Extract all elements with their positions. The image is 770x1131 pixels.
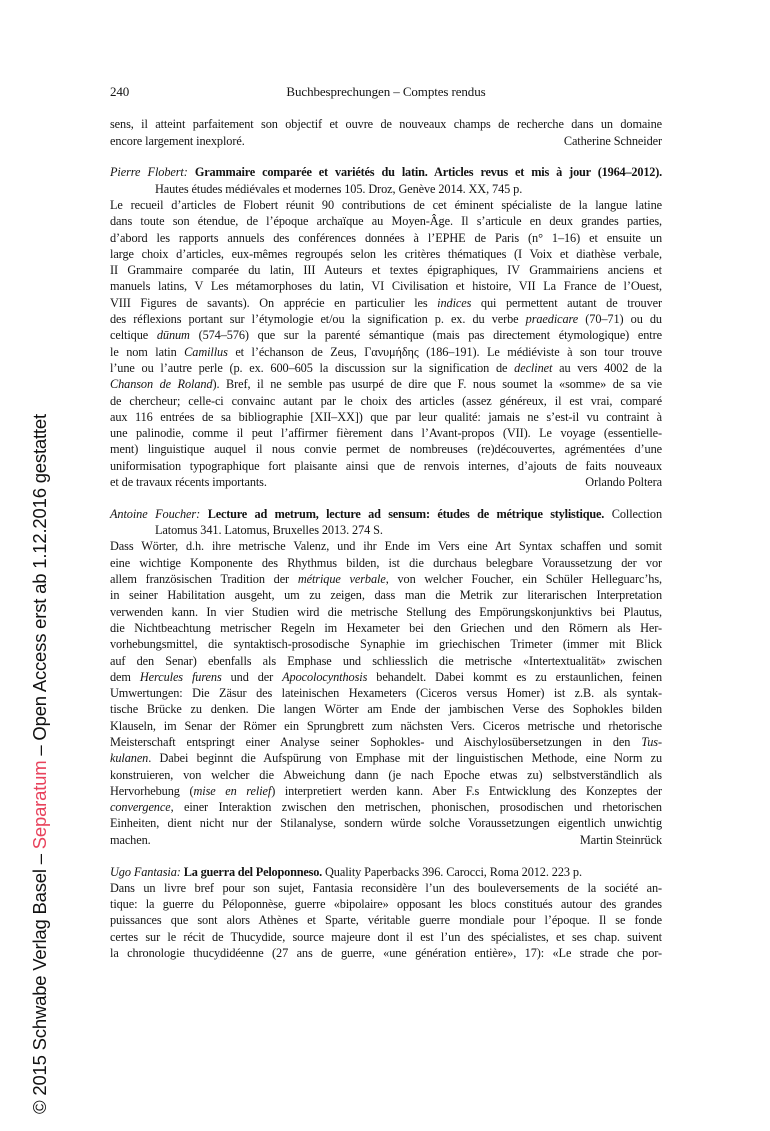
running-title: Buchbesprechungen – Comptes rendus	[286, 84, 486, 99]
text-line: le nom latin Camillus et l’échanson de Zeus, Γανυμήδης (186–191). Le médiéviste à son tour trouve	[110, 344, 663, 359]
text-line: verwenden kann. In vier Studien wird die metrische Stellung des Empörungskonjunktivs bei Plautus,	[110, 604, 662, 619]
spine-text-before: © 2015 Schwabe Verlag Basel –	[29, 849, 50, 1114]
text-line: Antoine Foucher: Lecture ad metrum, lecture ad sensum: études de métrique stylistique. Collection	[110, 506, 662, 521]
reviewer-name: Orlando Poltera	[585, 475, 662, 490]
signature-line	[110, 474, 662, 490]
text-line: die Nichtbeachtung metrischer Regeln im Hexameter bei den Griechen und den Römern als Her-	[110, 620, 662, 635]
review-foucher-heading	[110, 506, 662, 539]
text-line: large choix d’articles, eux-mêmes regroupés selon les critères thématiques (I Voix et diathèse verbale,	[110, 246, 662, 261]
text-line: sens, il atteint parfaitement son objectif et ouvre de nouveaux champs de recherche dans un domaine	[110, 117, 662, 132]
text-line: allem französischen Tradition der métrique verbale, von welcher Foucher, ein Schüler Helleguarc’hs,	[110, 572, 663, 587]
review-flobert-body	[110, 197, 662, 490]
text-column	[110, 84, 662, 961]
text-line: Pierre Flobert: Grammaire comparée et variétés du latin. Articles revus et mis à jour (1964–2012).	[110, 165, 662, 180]
text-line: VIII Figures de savants). On apprécie en particulier les indices qui permettent autant de trouver	[110, 295, 663, 310]
text-line: Ugo Fantasia: La guerra del Peloponneso. Quality Paperbacks 396. Carocci, Roma 2012. 223 p.	[110, 864, 582, 879]
page-header	[110, 84, 662, 100]
text-line: une palinodie, comme il peut l’affirmer fièrement dans l’Avant-propos (VII). Le voyage (essentielle-	[110, 426, 662, 441]
text-line: dem Hercules furens und der Apocolocynthosis behandelt. Dabei kommt es zu erstaunlichen, feinen	[110, 669, 662, 684]
reviewer-name: Martin Steinrück	[579, 832, 662, 847]
spine-text-after: – Open Access erst ab 1.12.2016 gestattet	[29, 414, 50, 761]
sidebar-highlight: Separatum	[29, 760, 50, 850]
text-line: Le recueil d’articles de Flobert réunit 90 contributions de cet éminent spécialiste de la langue latine	[110, 197, 662, 212]
review-foucher-body	[110, 538, 662, 848]
paragraph-end-text: encore largement inexploré.	[110, 133, 245, 148]
text-line: vorhebungsmittel, die syntaktisch-prosodische Synaphie im griechischen Trimeter (immer mit Blick	[110, 637, 662, 652]
paragraph-end-text: machen.	[110, 832, 151, 847]
text-line: l’une ou l’autre perle (p. ex. 600–605 la discussion sur la signification de declinet au vers 4002 de la	[110, 360, 662, 375]
text-line: Meisterschaft entspringt einer Analyse seiner Sophokles- und Aischylosübersetzungen in den Tus-	[110, 734, 662, 749]
content-sections	[110, 116, 662, 961]
text-line: Klauseln, im Senar der Römer ein Sprungbrett zum nächsten Vers. Ciceros metrische und rhetorische	[110, 718, 662, 733]
text-line: des réflexions portant sur l’étymologie et/ou la signification p. ex. du verbe praedicare (70–71) ou du	[110, 312, 662, 327]
copyright-spine-text	[29, 414, 51, 1114]
text-line: tique: la guerre du Péloponnèse, guerre «bipolaire» opposant les blocs constitués autour des grandes	[110, 897, 662, 912]
text-line: uniformisation typographique fort plaisante ainsi que de renvois internes, d’ajouts de faits nouveaux	[110, 458, 662, 473]
text-line: tische Brücke zu denken. Die langen Wörter am Ende der jambischen Verse des Sophokles bilden	[110, 702, 662, 717]
review-flobert-heading	[110, 164, 662, 197]
text-line: Dans un livre bref pour son sujet, Fantasia reconsidère l’un des bouleversements de la société an-	[110, 880, 662, 895]
text-line: puissances que sont alors Athènes et Sparte, véritable guerre mondiale pour l’époque. Il se fonde	[110, 913, 662, 928]
review-fantasia-body	[110, 880, 662, 961]
text-line: Umwertungen: Die Zäsur des lateinischen Hexameters (Ciceros versus Homer) ist z.B. als syntak-	[110, 686, 662, 701]
text-line: Latomus 341. Latomus, Bruxelles 2013. 274 S.	[155, 523, 383, 538]
text-line: d’abord les rapports annuels des conférences données à l’EPHE de Paris (n° 1–16) et ensuite un	[110, 230, 662, 245]
review-fantasia-heading	[110, 864, 662, 880]
text-line: II Grammaire comparée du latin, III Auteurs et textes épigraphiques, IV Grammairiens anciens et	[110, 263, 662, 278]
text-line: de chercheur; celle-ci convainc autant par le choix des articles (assez généreux, il est vrai, comparé	[110, 393, 662, 408]
text-line: certes sur le récit de Thucydide, source majeure dont il est l’un des spécialistes, et ses chap. suivent	[110, 929, 662, 944]
text-line: Dass Wörter, d.h. ihre metrische Valenz, und ihr Ende im Vers eine Art Syntax schaffen und somit	[110, 539, 662, 554]
text-line: ment) linguistique auquel il nous convie permet de nombreuses (re)découvertes, agrémentées d’une	[110, 442, 662, 457]
text-line: Einheiten, dient nicht nur der Stilanalyse, sondern würde solche Voraussetzungen eigentlich unwichtig	[110, 816, 662, 831]
text-line: konstruieren, von welcher die Abweichung dann (je nach Epoche etwas zu) selbstverständlich als	[110, 767, 662, 782]
text-line: dans toute son étendue, de l’époque archaïque au Moyen-Âge. Il s’articule en deux grandes parties,	[110, 214, 662, 229]
signature-line	[110, 832, 662, 848]
text-line: Hervorhebung (mise en relief) interpretiert werden kann. Aber F.s Entwicklung des Konzeptes der	[110, 783, 662, 798]
page-number: 240	[110, 84, 130, 99]
text-line: aux 116 entrées de sa bibliographie [XII–XX]) que par leur qualité: jamais ne s’est-il vu contraint à	[110, 409, 662, 424]
text-line: convergence, einer Interaktion zwischen den metrischen, phonischen, prosodischen und rhetorischen	[110, 800, 662, 815]
paragraph-end-text: et de travaux récents importants.	[110, 475, 267, 490]
text-line: celtique dūnum (574–576) que sur la parenté sémantique (mais pas directement étymologique) entre	[110, 328, 662, 343]
text-line: auf den Senar) ebenfalls als Emphase und schliesslich die metrische «Intertextualität» zwischen	[110, 653, 662, 668]
text-line: in seiner Habilitation ausgeht, um zu zeigen, dass man die Metrik zur literarischen Interpretation	[110, 588, 662, 603]
text-line: manuels latins, V Les métamorphoses du latin, VI Civilisation et histoire, VII La France de l’Ouest,	[110, 279, 662, 294]
text-line: Hautes études médiévales et modernes 105. Droz, Genève 2014. XX, 745 p.	[155, 181, 523, 196]
text-line: kulanen. Dabei beginnt die Aufspürung von Emphase mit der linguistischen Methode, eine Norm zu	[110, 751, 662, 766]
text-line: la chronologie thucydidéenne (27 ans de guerre, «une génération entière», 17): «Le strade che por-	[110, 946, 662, 961]
signature-line	[110, 133, 662, 149]
continuation-paragraph	[110, 116, 662, 149]
reviewer-name: Catherine Schneider	[563, 133, 662, 148]
text-line: eine wichtige Komponente des Rhythmus bilden, ist die durchaus belegbare Voraussetzung der vor	[110, 555, 662, 570]
text-line: Chanson de Roland). Bref, il ne semble pas usurpé de dire que F. nous soumet la «somme» de sa vie	[110, 377, 662, 392]
